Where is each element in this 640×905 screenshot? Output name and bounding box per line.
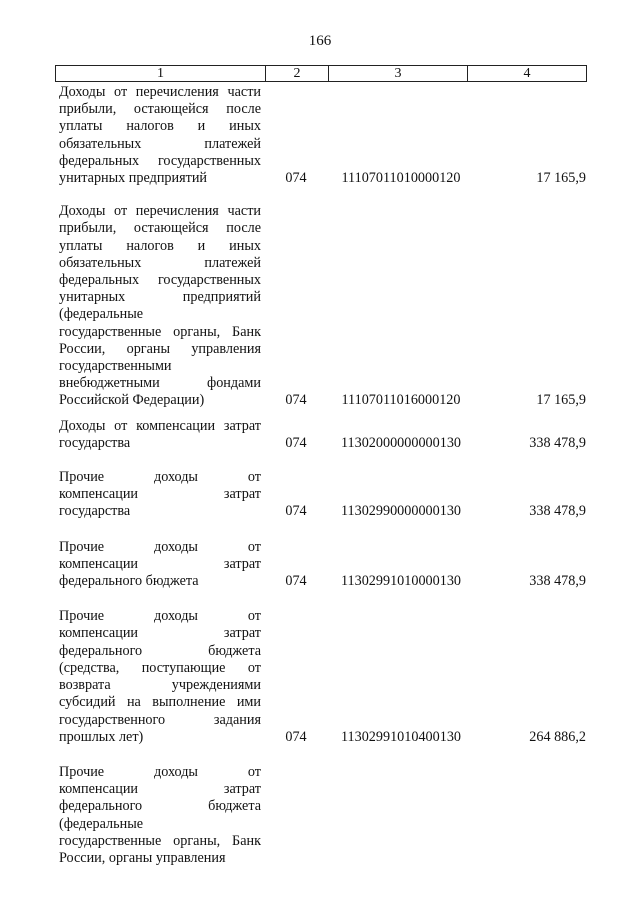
budget-classification-code: 11302000000000130	[340, 434, 462, 451]
income-name-line: государства	[59, 434, 131, 451]
income-name	[59, 418, 261, 452]
amount: 264 886,2	[529, 728, 586, 745]
admin-code: 074	[285, 392, 307, 409]
income-name	[59, 84, 261, 187]
income-name	[59, 608, 261, 746]
income-name-line: Доходы от перечисления части	[59, 84, 261, 100]
table-body	[59, 84, 587, 867]
budget-classification-code: 11107011016000120	[341, 392, 461, 409]
income-name-line: государственные органы, Банк	[59, 323, 261, 340]
income-name-line: прибыли, остающейся после	[59, 101, 261, 118]
income-name-line: обязательных платежей	[59, 135, 261, 152]
income-name-line: внебюджетными фондами	[59, 375, 261, 392]
income-name-line: федерального бюджета	[59, 573, 199, 590]
table-row	[59, 203, 587, 409]
table-row	[59, 418, 587, 452]
income-name-line: возврата учреждениями	[59, 677, 261, 694]
column-header-4: 4	[523, 66, 531, 81]
admin-code: 074	[285, 434, 307, 451]
budget-classification-code: 11302990000000130	[340, 503, 462, 520]
income-name-line: обязательных платежей	[59, 254, 261, 271]
income-name-line: (федеральные	[59, 306, 144, 323]
income-name-line: государственного задания	[59, 711, 261, 728]
admin-code: 074	[285, 503, 307, 520]
income-name-line: (федеральные	[59, 815, 144, 832]
income-name-line: унитарных предприятий	[59, 170, 208, 187]
income-name-line: федерального бюджета	[59, 798, 261, 815]
income-name-line: компенсации затрат	[59, 555, 261, 572]
income-name-line: Прочие доходы от	[59, 763, 261, 780]
income-name-line: федеральных государственных	[59, 152, 261, 169]
column-header-2: 2	[266, 66, 329, 81]
income-name-line: России, органы управления	[59, 340, 261, 357]
income-name-line: федерального бюджета	[59, 642, 261, 659]
amount: 338 478,9	[529, 503, 586, 520]
income-name-line: Прочие доходы от	[59, 469, 261, 486]
admin-code: 074	[285, 728, 307, 745]
income-name-line: (средства, поступающие от	[59, 659, 261, 676]
amount: 338 478,9	[529, 573, 586, 590]
amount: 17 165,9	[536, 170, 586, 187]
income-name-line: уплаты налогов и иных	[59, 118, 261, 135]
income-name-line: уплаты налогов и иных	[59, 237, 261, 254]
income-name-line: России, органы управления	[59, 849, 226, 866]
income-name-line: прошлых лет)	[59, 728, 144, 745]
column-header-1: 1	[56, 66, 266, 81]
income-name-line: Прочие доходы от	[59, 608, 261, 625]
amount: 17 165,9	[536, 392, 586, 409]
table-row	[59, 539, 587, 591]
income-name-line: Прочие доходы от	[59, 538, 261, 555]
income-name-line: Доходы от перечисления части	[59, 203, 261, 220]
table-row	[59, 84, 587, 187]
income-name-line: федеральных государственных	[59, 272, 261, 289]
table-row	[59, 469, 587, 521]
income-name	[59, 203, 261, 409]
income-name-line: компенсации затрат	[59, 486, 261, 503]
budget-classification-code: 11107011010000120	[341, 170, 461, 187]
budget-classification-code: 11302991010000130	[340, 573, 462, 590]
column-header-3: 3	[329, 66, 468, 81]
income-name	[59, 764, 261, 867]
income-name-line: государства	[59, 503, 131, 520]
amount: 338 478,9	[529, 434, 586, 451]
page-number: 166	[308, 33, 332, 49]
income-name-line: прибыли, остающейся после	[59, 220, 261, 237]
admin-code: 074	[285, 573, 307, 590]
admin-code: 074	[285, 170, 307, 187]
table-row	[59, 764, 587, 867]
income-name-line: субсидий на выполнение ими	[59, 694, 261, 711]
income-name-line: компенсации затрат	[59, 625, 261, 642]
income-name-line: компенсации затрат	[59, 781, 261, 798]
income-name	[59, 469, 261, 521]
income-name-line: государственные органы, Банк	[59, 832, 261, 849]
table-row	[59, 608, 587, 746]
income-name-line: унитарных предприятий	[59, 289, 261, 306]
income-name	[59, 539, 261, 591]
income-name-line: Доходы от компенсации затрат	[59, 417, 261, 434]
income-name-line: Российской Федерации)	[59, 392, 205, 409]
budget-classification-code: 11302991010400130	[340, 728, 462, 745]
income-name-line: государственными	[59, 358, 172, 375]
table-header-row	[55, 65, 587, 82]
